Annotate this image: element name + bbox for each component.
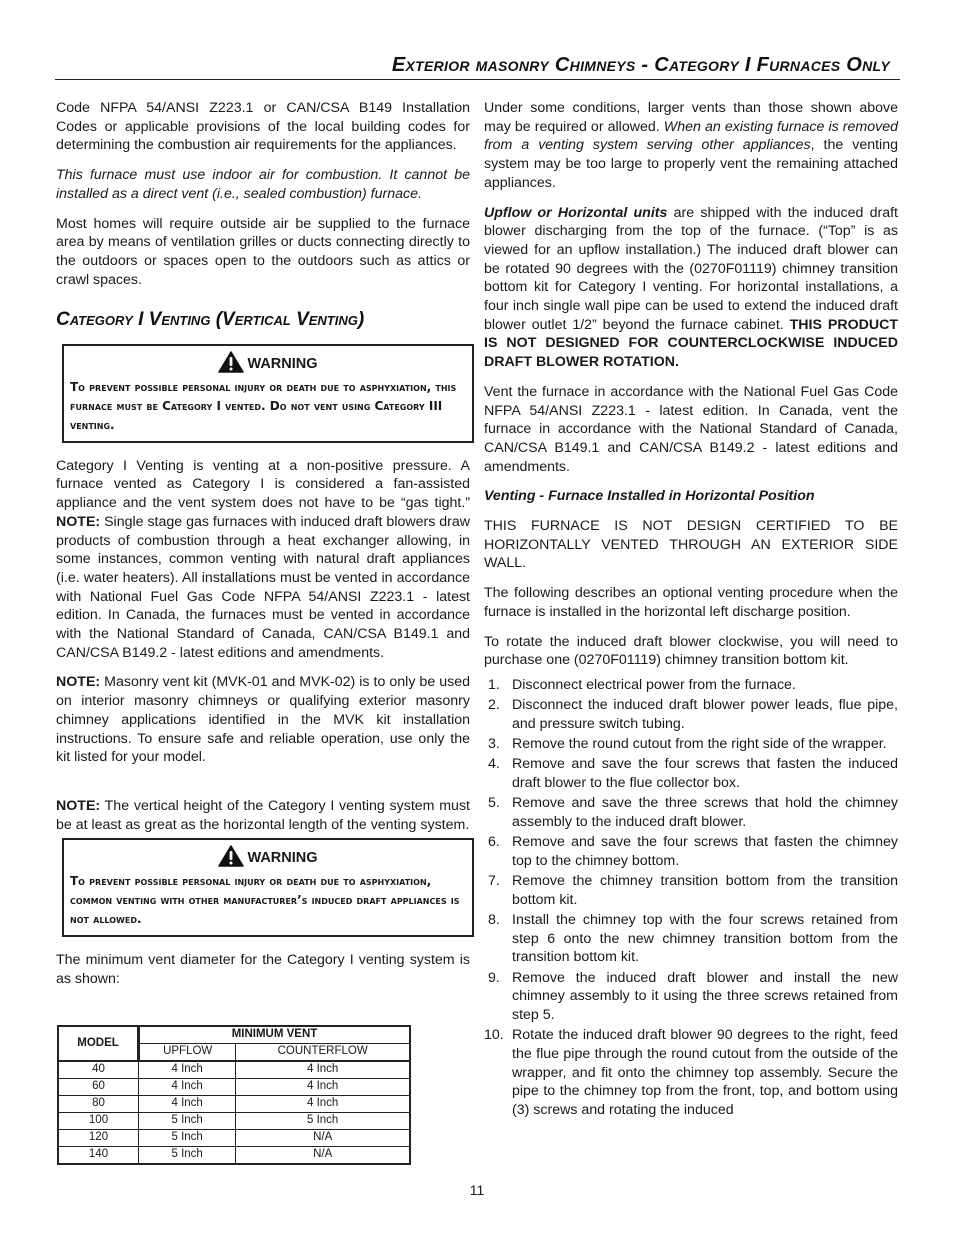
cell-counterflow: N/A — [236, 1129, 410, 1146]
warning-header — [70, 351, 466, 374]
cell-counterflow: 5 Inch — [236, 1112, 410, 1129]
table-row — [58, 1129, 410, 1146]
paragraph-upflow-horizontal — [484, 204, 898, 372]
table-row — [58, 1146, 410, 1164]
cell-upflow: 4 Inch — [139, 1095, 236, 1112]
step-number: 5. — [488, 795, 500, 812]
list-item — [484, 794, 898, 831]
column-group-minimum-vent: MINIMUM VENT — [139, 1026, 411, 1044]
warning-triangle-icon — [218, 351, 244, 373]
warning-text: To prevent possible personal injury or death due to asphyxiation, this furnace must be Category I vented. Do not vent using Category III venting. — [70, 379, 457, 432]
cell-model: 120 — [58, 1129, 139, 1146]
paragraph-larger-vents — [484, 99, 898, 193]
warning-label: WARNING — [247, 356, 318, 373]
cell-counterflow: N/A — [236, 1146, 410, 1164]
paragraph-masonry-note — [56, 673, 470, 767]
page-header-title: Exterior masonry Chimneys - Category I Furnaces Only — [391, 54, 890, 76]
cell-counterflow: 4 Inch — [236, 1078, 410, 1095]
minimum-vent-table — [57, 1025, 411, 1165]
step-number: 3. — [488, 736, 500, 753]
paragraph-not-certified: THIS FURNACE IS NOT DESIGN CERTIFIED TO BE HORIZONTALLY VENTED THROUGH AN EXTERIOR SIDE WALL. — [484, 518, 898, 572]
text: are shipped with the induced draft blower discharging from the top of the furnace. (“Top” is as viewed for an upflow installation.) The induced draft blower can be rotated 90 degrees with the (0270F01119) chimney transition bottom kit for Category I venting. For horizontal installations, a four inch single wall pipe can be used to extend the induced draft blower outlet 1/2” beyond the furnace cabinet. — [484, 204, 898, 333]
left-column — [56, 99, 470, 1165]
paragraph-category-i-definition — [56, 457, 470, 663]
warning-label: WARNING — [247, 850, 318, 867]
note-label: NOTE: — [56, 797, 101, 814]
list-item — [484, 735, 898, 754]
text: Under some conditions, larger vents than those shown above may be required or allowed. — [484, 100, 898, 135]
step-number: 4. — [488, 756, 500, 773]
procedure-steps-list — [484, 676, 898, 1120]
warning-box-common-venting — [62, 838, 474, 937]
cell-upflow: 4 Inch — [139, 1061, 236, 1079]
column-header-counterflow: COUNTERFLOW — [236, 1043, 410, 1061]
text: , the venting system may be too large to properly vent the remaining attached appliances. — [484, 137, 898, 191]
note-text: Single stage gas furnaces with induced draft blowers draw products of combustion through a heat exchanger allowing, in some instances, common venting with natural draft appliances (i.e. water heaters). All installations must be vented in accordance with National Fuel Gas Code NFPA 54/ANSI Z223.1 - latest edition. In Canada, the furnaces must be vented in accordance with the National Standard of Canada, CAN/CSA B149.1 and CAN/CSA B149.2 - latest editions and amendments. — [56, 513, 471, 661]
cell-model: 40 — [58, 1061, 139, 1079]
step-text: Remove and save the three screws that hold the chimney assembly to the induced draft blower. — [512, 795, 898, 830]
table-row — [58, 1078, 410, 1095]
cell-upflow: 5 Inch — [139, 1146, 236, 1164]
step-text: Install the chimney top with the four screws retained from step 6 onto the new chimney transition bottom from the transition bottom kit. — [512, 911, 898, 966]
list-item — [484, 833, 898, 870]
paragraph-purchase-kit: To rotate the induced draft blower clockwise, you will need to purchase one (0270F01119) chimney transition bottom kit. — [484, 633, 898, 669]
list-item — [484, 1026, 898, 1120]
cell-counterflow: 4 Inch — [236, 1061, 410, 1079]
table-row — [58, 1061, 410, 1079]
list-item — [484, 676, 898, 695]
step-number: 7. — [488, 873, 500, 890]
step-number: 8. — [488, 911, 500, 928]
note-text: Masonry vent kit (MVK-01 and MVK-02) is to only be used on interior masonry chimneys or qualifying exterior masonry chimney applications identified in the MVK kit installation instructions. To ensure safe and reliable operation, use only the kit listed for your model. — [56, 674, 470, 766]
paragraph-min-vent-diameter: The minimum vent diameter for the Category I venting system is as shown: — [56, 952, 470, 987]
step-number: 2. — [488, 697, 500, 714]
warning-header — [70, 845, 466, 868]
table-row — [58, 1112, 410, 1129]
paragraph-indoor-air: This furnace must use indoor air for combustion. It cannot be installed as a direct vent (i.e., sealed combustion) furnace. — [56, 167, 470, 202]
list-item — [484, 696, 898, 733]
step-number: 10. — [484, 1027, 504, 1044]
cell-upflow: 5 Inch — [139, 1129, 236, 1146]
header-rule — [55, 79, 900, 80]
category-i-text: Category I Venting is venting at a non-positive pressure. A furnace vented as Category I is considered a fan-assisted appliance and the vent system does not have to be “gas tight.” — [56, 457, 470, 512]
step-text: Remove the induced draft blower and install the new chimney assembly to it using the three screws retained from step 5. — [512, 969, 898, 1023]
paragraph-codes: Code NFPA 54/ANSI Z223.1 or CAN/CSA B149 Installation Codes or applicable provisions of the local building codes for determining the combustion air requirements for the appliances. — [56, 100, 470, 154]
bold-italic-lead: Upflow or Horizontal units — [484, 204, 668, 221]
cell-model: 140 — [58, 1146, 139, 1164]
step-text: Remove and save the four screws that fasten the induced draft blower to the flue collector box. — [512, 756, 898, 791]
paragraph-vertical-height-note — [56, 797, 470, 834]
cell-model: 80 — [58, 1095, 139, 1112]
step-text: Disconnect electrical power from the furnace. — [512, 676, 796, 693]
list-item — [484, 872, 898, 909]
cell-counterflow: 4 Inch — [236, 1095, 410, 1112]
table-header-row — [58, 1026, 410, 1044]
step-number: 6. — [488, 834, 500, 851]
step-text: Remove and save the four screws that fasten the chimney top to the chimney bottom. — [512, 834, 898, 869]
right-column — [484, 99, 898, 1121]
column-header-model: MODEL — [58, 1026, 139, 1061]
column-header-upflow: UPFLOW — [139, 1043, 236, 1061]
step-text: Remove the chimney transition bottom from the transition bottom kit. — [512, 873, 898, 908]
warning-triangle-icon — [218, 845, 244, 867]
step-number: 9. — [488, 969, 500, 986]
step-text: Disconnect the induced draft blower power leads, flue pipe, and pressure switch tubing. — [512, 697, 898, 732]
note-label: NOTE: — [56, 674, 101, 691]
cell-model: 60 — [58, 1078, 139, 1095]
list-item — [484, 755, 898, 792]
cell-model: 100 — [58, 1112, 139, 1129]
paragraph-optional-procedure: The following describes an optional venting procedure when the furnace is installed in the horizontal left discharge position. — [484, 585, 898, 620]
note-label: NOTE: — [56, 513, 101, 530]
list-item — [484, 969, 898, 1025]
cell-upflow: 5 Inch — [139, 1112, 236, 1129]
warning-box-category-vent — [62, 344, 474, 443]
paragraph-vent-accordance: Vent the furnace in accordance with the National Fuel Gas Code NFPA 54/ANSI Z223.1 - latest edition. In Canada, vent the furnace in accordance with the National Standard of Canada, CAN/CSA B149.1 and CAN/CSA B149.2 - latest editions and amendments. — [484, 383, 898, 475]
page-number: 11 — [469, 1182, 485, 1198]
step-number: 1. — [488, 676, 500, 693]
section-heading-category-i-venting: Category I Venting (Vertical Venting) — [56, 309, 365, 331]
step-text: Remove the round cutout from the right side of the wrapper. — [512, 736, 887, 753]
cell-upflow: 4 Inch — [139, 1078, 236, 1095]
list-item — [484, 911, 898, 967]
step-text: Rotate the induced draft blower 90 degrees to the right, feed the flue pipe through the round cutout from the outside of the wrapper, and fit onto the chimney top assembly. Secure the pipe to the chimney top from the front, top, and bottom using (3) screws and rotating the induced — [512, 1027, 898, 1118]
bold-warning-text: THIS PRODUCT IS NOT DESIGNED FOR COUNTERCLOCKWISE INDUCED DRAFT BLOWER ROTATION. — [484, 316, 899, 371]
paragraph-outside-air: Most homes will require outside air be supplied to the furnace area by means of ventilation grilles or ducts connecting directly to the outdoors or spaces open to the outdoors such as attics or crawl spaces. — [56, 215, 470, 288]
table-row — [58, 1095, 410, 1112]
note-text: The vertical height of the Category I venting system must be at least as great as the horizontal length of the venting system. — [56, 797, 470, 833]
italic-text: When an existing furnace is removed from a venting system serving other appliances — [484, 118, 898, 154]
subheading-horizontal-venting: Venting - Furnace Installed in Horizontal Position — [484, 488, 815, 505]
warning-text: To prevent possible personal injury or death due to asphyxiation, common venting with other manufacturer’s induced draft appliances is not allowed. — [70, 874, 460, 927]
